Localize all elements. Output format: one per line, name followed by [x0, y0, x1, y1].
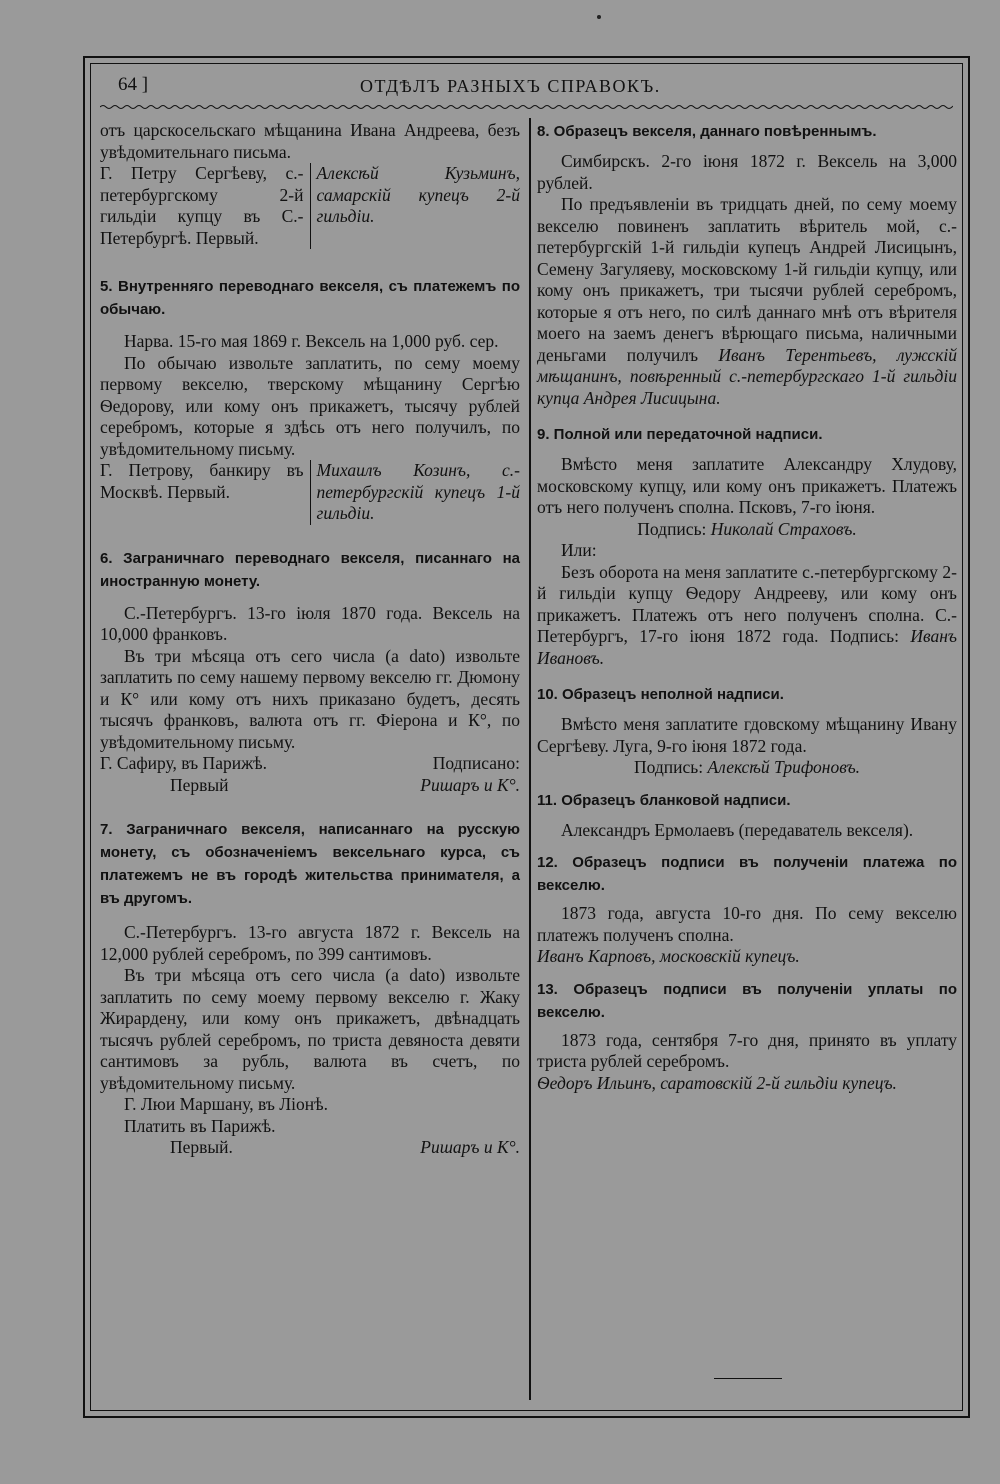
section-11-body: Александръ Ермолаевъ (передаватель векселя). [561, 819, 914, 840]
speck-dot [597, 15, 601, 19]
section-7-date: С.-Петербургъ. 13-го августа 1872 г. Вексель на 12,000 рублей серебромъ, по 399 сантимовъ. [100, 922, 520, 964]
signature-label: Подпись: [637, 518, 707, 539]
section-7-pay-place: Платить въ Парижѣ. [124, 1115, 276, 1136]
section-5-body: По обычаю извольте заплатить, по сему моему первому векселю, тверскому мѣщанину Сергѣю Ѳедорову, или кому онъ прикажетъ, тысячу рублей серебромъ, которые я здѣсь отъ него получилъ, по увѣдомительному письму. [100, 352, 520, 459]
signature-name: Николай Страховъ. [710, 518, 857, 539]
section-7-address: Г. Люи Маршану, въ Ліонѣ. [124, 1094, 328, 1114]
section-9-body-2-name: Иванъ Ивановъ. [537, 626, 957, 668]
addressee: Г. Петрову, банкиру въ Москвѣ. Первый. [100, 460, 311, 525]
section-12-heading: 12. Образецъ подписи въ полученіи платежа по векселю. [537, 854, 957, 894]
section-6-signature: Ришаръ и К°. [420, 774, 520, 795]
section-10-heading: 10. Образецъ неполной надписи. [537, 686, 784, 703]
section-7-heading: 7. Заграничнаго векселя, написаннаго на русскую монету, съ обозначеніемъ вексельнаго курса, съ платежемъ не въ городѣ жительства принимателя, а въ другомъ. [100, 821, 520, 907]
section-8-body [537, 194, 957, 409]
section-6-sign-row [100, 775, 520, 797]
section-9-body-2-text: Безъ оборота на меня заплатите с.-петербургскому 2-й гильдіи купцу Ѳедору Андрееву, или кому онъ прикажетъ. Платежъ отъ него полученъ сполна. С.-Петербургъ, 17-го іюня 1872 года. Подпись: [537, 561, 957, 646]
section-7-first: Первый. [170, 1137, 233, 1157]
wavy-rule [100, 103, 953, 111]
left-column [100, 120, 520, 1159]
addressee: Г. Петру Сергѣеву, с.-петербургскому 2-й гильдіи купцу въ С.-Петербургѣ. Первый. [100, 163, 311, 249]
section-5-heading: 5. Внутренняго переводнаго векселя, съ платежемъ по обычаю. [100, 278, 520, 318]
signature-name: Алексѣй Трифоновъ. [707, 757, 861, 777]
right-column [537, 120, 957, 1094]
section-6-first: Первый [170, 774, 229, 795]
section-6-body: Въ три мѣсяца отъ сего числа (a dato) извольте заплатить по сему нашему первому векселю гг. Дюмону и К° или кому отъ нихъ приказано будетъ, десять тысячъ франковъ, валюта отъ гг. Фіерона и К°, по увѣдомительному письму. [100, 645, 520, 752]
intro-text: отъ царскосельскаго мѣщанина Ивана Андреева, безъ увѣдомительнаго письма. [100, 120, 520, 162]
signer: Михаилъ Козинъ, с.-петербургскій купецъ 1-й гильдіи. [316, 460, 520, 523]
section-6-address: Г. Сафиру, въ Парижѣ. [100, 753, 268, 773]
section-9-body-2 [537, 562, 957, 670]
section-9-signature [537, 519, 957, 541]
section-8-heading: 8. Образецъ векселя, даннаго повѣреннымъ. [537, 123, 877, 140]
section-13-body: 1873 года, сентября 7-го дня, принято въ уплату триста рублей серебромъ. [537, 1029, 957, 1071]
section-11-heading: 11. Образецъ бланковой надписи. [537, 791, 791, 809]
section-9-heading: 9. Полной или передаточной надписи. [537, 426, 823, 443]
section-6-date: С.-Петербургъ. 13-го іюля 1870 года. Вексель на 10,000 франковъ. [100, 602, 520, 644]
section-13-signer: Ѳедоръ Ильинъ, саратовскій 2-й гильдіи купецъ. [537, 1072, 897, 1093]
signer: Алексѣй Кузьминъ, самарскій купецъ 2-й гильдіи. [316, 163, 520, 226]
section-8-body-text: По предъявленіи въ тридцать дней, по сему моему векселю повиненъ заплатить вѣритель мой, с.-петербургскій 1-й гильдіи купецъ Андрей Лисицынъ, Семену Загуляеву, московскому 1-й гильдіи купцу, или кому онъ прикажетъ, три тысячи рублей серебромъ, которые я отъ него, по силѣ даннаго мнѣ отъ вѣрителя моего на заемъ денегъ вѣрющаго письма, наличными деньгами получилъ [537, 194, 957, 365]
section-7-body: Въ три мѣсяца отъ сего числа (a dato) извольте заплатить по сему моему первому векселю г. Жаку Жирардену, или кому онъ прикажетъ, двѣнадцать тысячъ рублей серебромъ, по триста девяноста девяти сантимовъ за рубль, валюта въ счетъ, по увѣдомительному письму. [100, 965, 520, 1093]
section-6-signed-label: Подписано: [432, 753, 520, 773]
signature-block-1 [100, 163, 520, 249]
section-10-signature [537, 757, 957, 779]
running-title: ОТДѢЛЪ РАЗНЫХЪ СПРАВОКЪ. [360, 76, 661, 96]
section-8-signer: Иванъ Терентьевъ, лужскій мѣщанинъ, повѣренный с.-петербургскаго 1-й гильдіи купца Андрея Лисицына. [537, 344, 957, 408]
column-separator [529, 118, 531, 1400]
section-7-signature: Ришаръ и К°. [420, 1137, 520, 1157]
section-6-heading: 6. Заграничнаго переводнаго векселя, писаннаго на иностранную монету. [100, 549, 520, 590]
signature-label: Подпись: [633, 757, 704, 777]
section-9-or: Или: [561, 540, 597, 560]
section-5-date: Нарва. 15-го мая 1869 г. Вексель на 1,000 руб. сер. [124, 331, 499, 351]
section-12-body: 1873 года, августа 10-го дня. По сему векселю платежъ полученъ сполна. [537, 903, 957, 945]
signature-block-2 [100, 460, 520, 525]
section-12-signer: Иванъ Карповъ, московскій купецъ. [537, 946, 800, 966]
section-9-body: Вмѣсто меня заплатите Александру Хлудову, московскому купцу, или кому онъ прикажетъ. Платежъ отъ него полученъ сполна. Псковъ, 7-го іюня. [537, 454, 957, 517]
section-7-sign-row [100, 1137, 520, 1159]
section-8-date: Симбирскъ. 2-го іюня 1872 г. Вексель на 3,000 рублей. [537, 151, 957, 193]
section-6-address-row [100, 753, 520, 775]
end-rule [714, 1378, 782, 1379]
page-number: 64 ] [118, 74, 149, 95]
section-13-heading: 13. Образецъ подписи въ полученіи уплаты по векселю. [537, 980, 957, 1021]
section-10-body: Вмѣсто меня заплатите гдовскому мѣщанину Ивану Сергѣеву. Луга, 9-го іюня 1872 года. [537, 714, 957, 756]
